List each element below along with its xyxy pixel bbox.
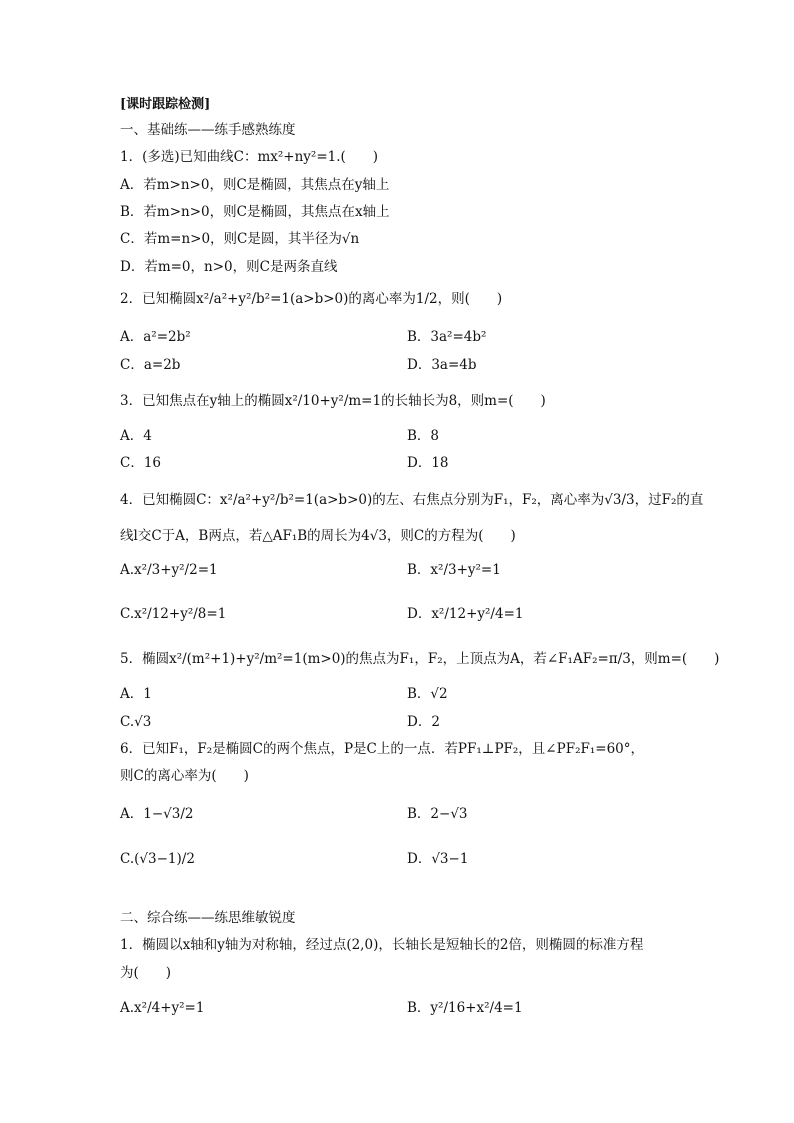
q3-stem: 3．已知焦点在y轴上的椭圆x²/10+y²/m=1的长轴长为8，则m=( )	[120, 393, 546, 409]
q6-option-c: C.(√3−1)/2	[120, 851, 195, 867]
s2-q1-option-a: A.x²/4+y²=1	[120, 1000, 205, 1016]
q5-option-b: B．√2	[407, 686, 448, 702]
q4-stem-line-1: 4．已知椭圆C：x²/a²+y²/b²=1(a>b>0)的左、右焦点分别为F₁，F₂，离心率为√3/3，过F₂的直	[120, 492, 704, 508]
q4-option-b: B．x²/3+y²=1	[407, 562, 501, 578]
q2-stem: 2．已知椭圆x²/a²+y²/b²=1(a>b>0)的离心率为1/2，则( )	[120, 291, 503, 307]
q1-option-a: A．若m>n>0，则C是椭圆，其焦点在y轴上	[120, 177, 390, 193]
q4-option-d: D．x²/12+y²/4=1	[407, 606, 524, 622]
q1-stem: 1．(多选)已知曲线C：mx²+ny²=1.( )	[120, 149, 379, 165]
s2-q1-option-b: B．y²/16+x²/4=1	[407, 1000, 523, 1016]
q1-option-c: C．若m=n>0，则C是圆，其半径为√n	[120, 231, 360, 247]
q5-option-c: C.√3	[120, 714, 152, 730]
q6-stem-line-1: 6．已知F₁，F₂是椭圆C的两个焦点，P是C上的一点．若PF₁⊥PF₂，且∠PF₂F₁=60°，	[120, 741, 645, 757]
q3-option-c: C．16	[120, 455, 162, 471]
q5-option-d: D．2	[407, 714, 440, 730]
s2-q1-stem-line-1: 1．椭圆以x轴和y轴为对称轴，经过点(2,0)，长轴长是短轴长的2倍，则椭圆的标准方程	[120, 937, 644, 953]
q3-option-b: B．8	[407, 428, 440, 444]
q4-stem-line-2: 线l交C于A，B两点，若△AF₁B的周长为4√3，则C的方程为( )	[120, 528, 516, 544]
q5-option-a: A．1	[120, 686, 152, 702]
q6-stem-line-2: 则C的离心率为( )	[120, 768, 249, 784]
q2-option-a: A．a²=2b²	[120, 329, 191, 345]
doc-title: [课时跟踪检测]	[120, 97, 211, 112]
q4-option-a: A.x²/3+y²/2=1	[120, 562, 218, 578]
q2-option-b: B．3a²=4b²	[407, 329, 487, 345]
q2-option-c: C．a=2b	[120, 357, 181, 373]
section-2-heading: 二、综合练——练思维敏锐度	[120, 910, 296, 926]
q3-option-a: A．4	[120, 428, 152, 444]
q6-option-d: D．√3−1	[407, 851, 469, 867]
q1-option-d: D．若m=0，n>0，则C是两条直线	[120, 259, 338, 275]
q6-option-b: B．2−√3	[407, 806, 468, 822]
section-1-heading: 一、基础练——练手感熟练度	[120, 122, 296, 138]
s2-q1-stem-line-2: 为( )	[120, 965, 172, 981]
q4-option-c: C.x²/12+y²/8=1	[120, 606, 227, 622]
q6-option-a: A．1−√3/2	[120, 806, 194, 822]
q1-option-b: B．若m>n>0，则C是椭圆，其焦点在x轴上	[120, 204, 390, 220]
q2-option-d: D．3a=4b	[407, 357, 477, 373]
q5-stem: 5．椭圆x²/(m²+1)+y²/m²=1(m>0)的焦点为F₁，F₂，上顶点为A，若∠F₁AF₂=π/3，则m=( )	[120, 651, 720, 667]
q3-option-d: D．18	[407, 455, 449, 471]
